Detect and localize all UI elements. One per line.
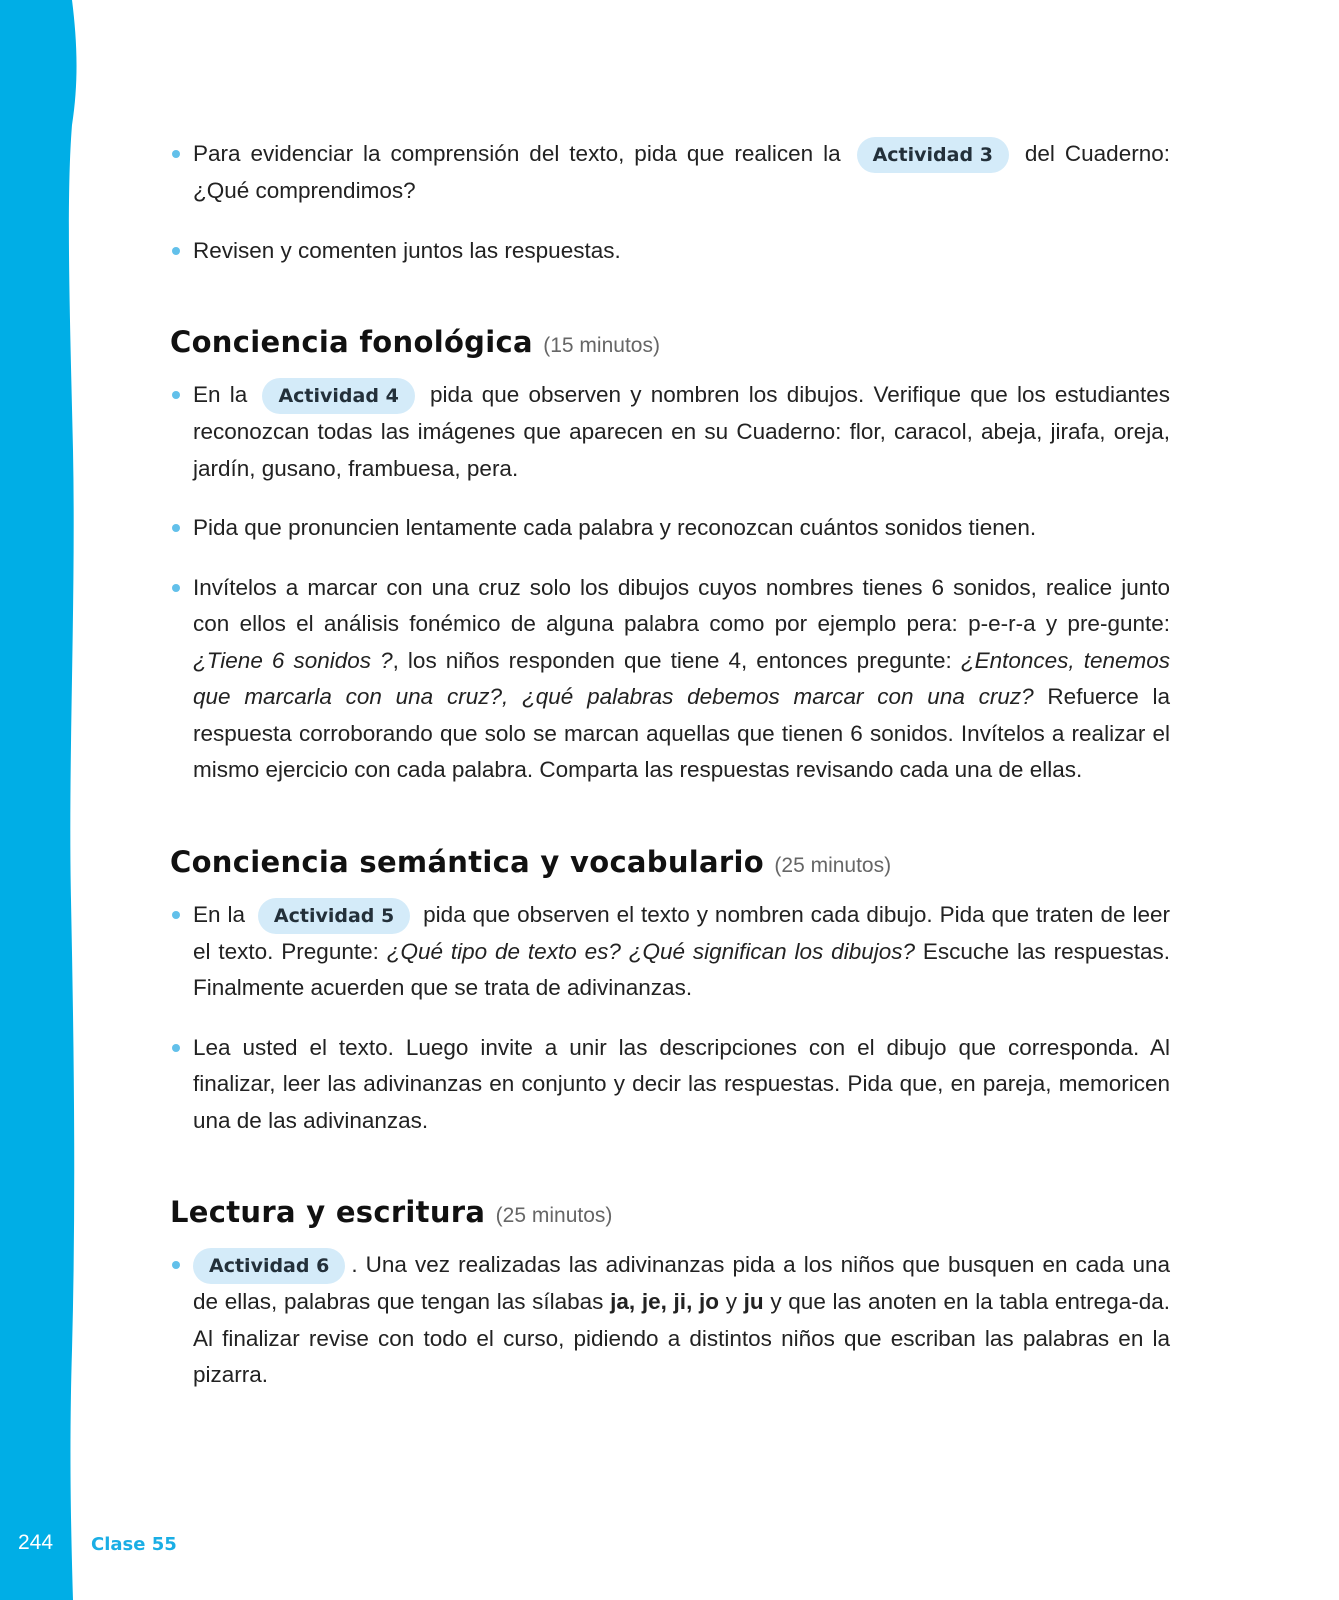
paragraph-text: . Una vez realizadas las adivinanzas pida a los niños que busquen en cada una de ellas, palabras que tengan las sílabas — [193, 1252, 1170, 1314]
paragraph-text: Revisen y comenten juntos las respuestas. — [193, 237, 621, 263]
list-item — [170, 570, 1170, 789]
list-item — [170, 233, 1170, 270]
list-item — [170, 1030, 1170, 1140]
section-title: Conciencia fonológica — [170, 325, 533, 359]
list-item — [170, 1247, 1170, 1394]
paragraph-text: , los niños responden que tiene 4, entonces pregunte: — [392, 647, 961, 673]
paragraph-text: Pida que pronuncien lentamente cada palabra y reconozcan cuántos sonidos tienen. — [193, 515, 1037, 540]
syllables-text: ju — [743, 1289, 764, 1314]
main-content — [170, 136, 1170, 1394]
list-item — [170, 510, 1170, 547]
section-heading — [170, 324, 1170, 364]
paragraph-text: pida que observen y nombren los dibujos. Verifique que los estudiantes reconozcan todas las imágenes que aparecen en su Cuaderno: flor, caracol, abeja, jirafa, oreja, jardín, gusano, frambuesa, pera. — [193, 382, 1170, 481]
section-heading — [170, 844, 1170, 884]
activity-badge: Actividad 5 — [258, 898, 410, 934]
question-text: ¿Entonces, tenemos que marcarla con una cruz?, ¿qué palabras debemos marcar con una cruz? — [193, 647, 1170, 709]
list-item — [170, 377, 1170, 487]
class-label: Clase 55 — [91, 1534, 177, 1555]
paragraph-text: Invítelos a marcar con una cruz solo los dibujos cuyos nombres tienes 6 sonidos, realice junto con ellos el análisis fonémico de alguna palabra como por ejemplo pera: p-e-r-a y pre-gunte: — [193, 574, 1170, 636]
section-duration: (25 minutos) — [495, 1204, 613, 1227]
paragraph-text: y — [719, 1289, 744, 1314]
paragraph-text: y que las anoten en la tabla entrega-da. Al finalizar revise con todo el curso, pidiendo a distintos niños que escriban las palabras en la pizarra. — [193, 1289, 1170, 1387]
paragraph-text: Refuerce la respuesta corroborando que solo se marcan aquellas que tienen 6 sonidos. Invítelos a realizar el mismo ejercicio con cada palabra. Comparta las respuestas revisando cada una de ellas. — [193, 684, 1171, 782]
paragraph-text: En la — [193, 901, 245, 927]
activity-badge: Actividad 3 — [857, 137, 1009, 173]
list-item — [170, 897, 1170, 1007]
paragraph-text: Para evidenciar la comprensión del texto, pida que realicen la — [193, 141, 841, 166]
section-heading — [170, 1194, 1170, 1234]
paragraph-text: del Cuaderno: ¿Qué comprendimos? — [193, 141, 1170, 203]
section-duration: (15 minutos) — [543, 334, 660, 357]
syllables-text: ja, je, ji, jo — [610, 1289, 720, 1314]
question-text: ¿Qué tipo de texto es? ¿Qué significan los dibujos? — [386, 938, 915, 964]
side-color-band — [0, 0, 80, 1600]
question-text: ¿Tiene 6 sonidos ? — [193, 647, 393, 673]
page-number: 244 — [18, 1531, 54, 1554]
paragraph-text: pida que observen el texto y nombren cada dibujo. Pida que traten de leer el texto. Pregunte: — [193, 901, 1170, 964]
activity-badge: Actividad 6 — [193, 1248, 345, 1284]
section-title: Lectura y escritura — [170, 1195, 486, 1229]
activity-badge: Actividad 4 — [262, 378, 414, 414]
list-item — [170, 136, 1170, 210]
paragraph-text: Lea usted el texto. Luego invite a unir las descripciones con el dibujo que corresponda. Al finalizar, leer las adivinanzas en conjunto y decir las respuestas. Pida que, en pareja, memoricen una de las adivinanzas. — [193, 1034, 1170, 1133]
section-title: Conciencia semántica y vocabulario — [170, 844, 764, 879]
paragraph-text: Escuche las respuestas. Finalmente acuerden que se trata de adivinanzas. — [193, 938, 1170, 1000]
section-duration: (25 minutos) — [774, 853, 892, 877]
paragraph-text: En la — [193, 382, 248, 407]
